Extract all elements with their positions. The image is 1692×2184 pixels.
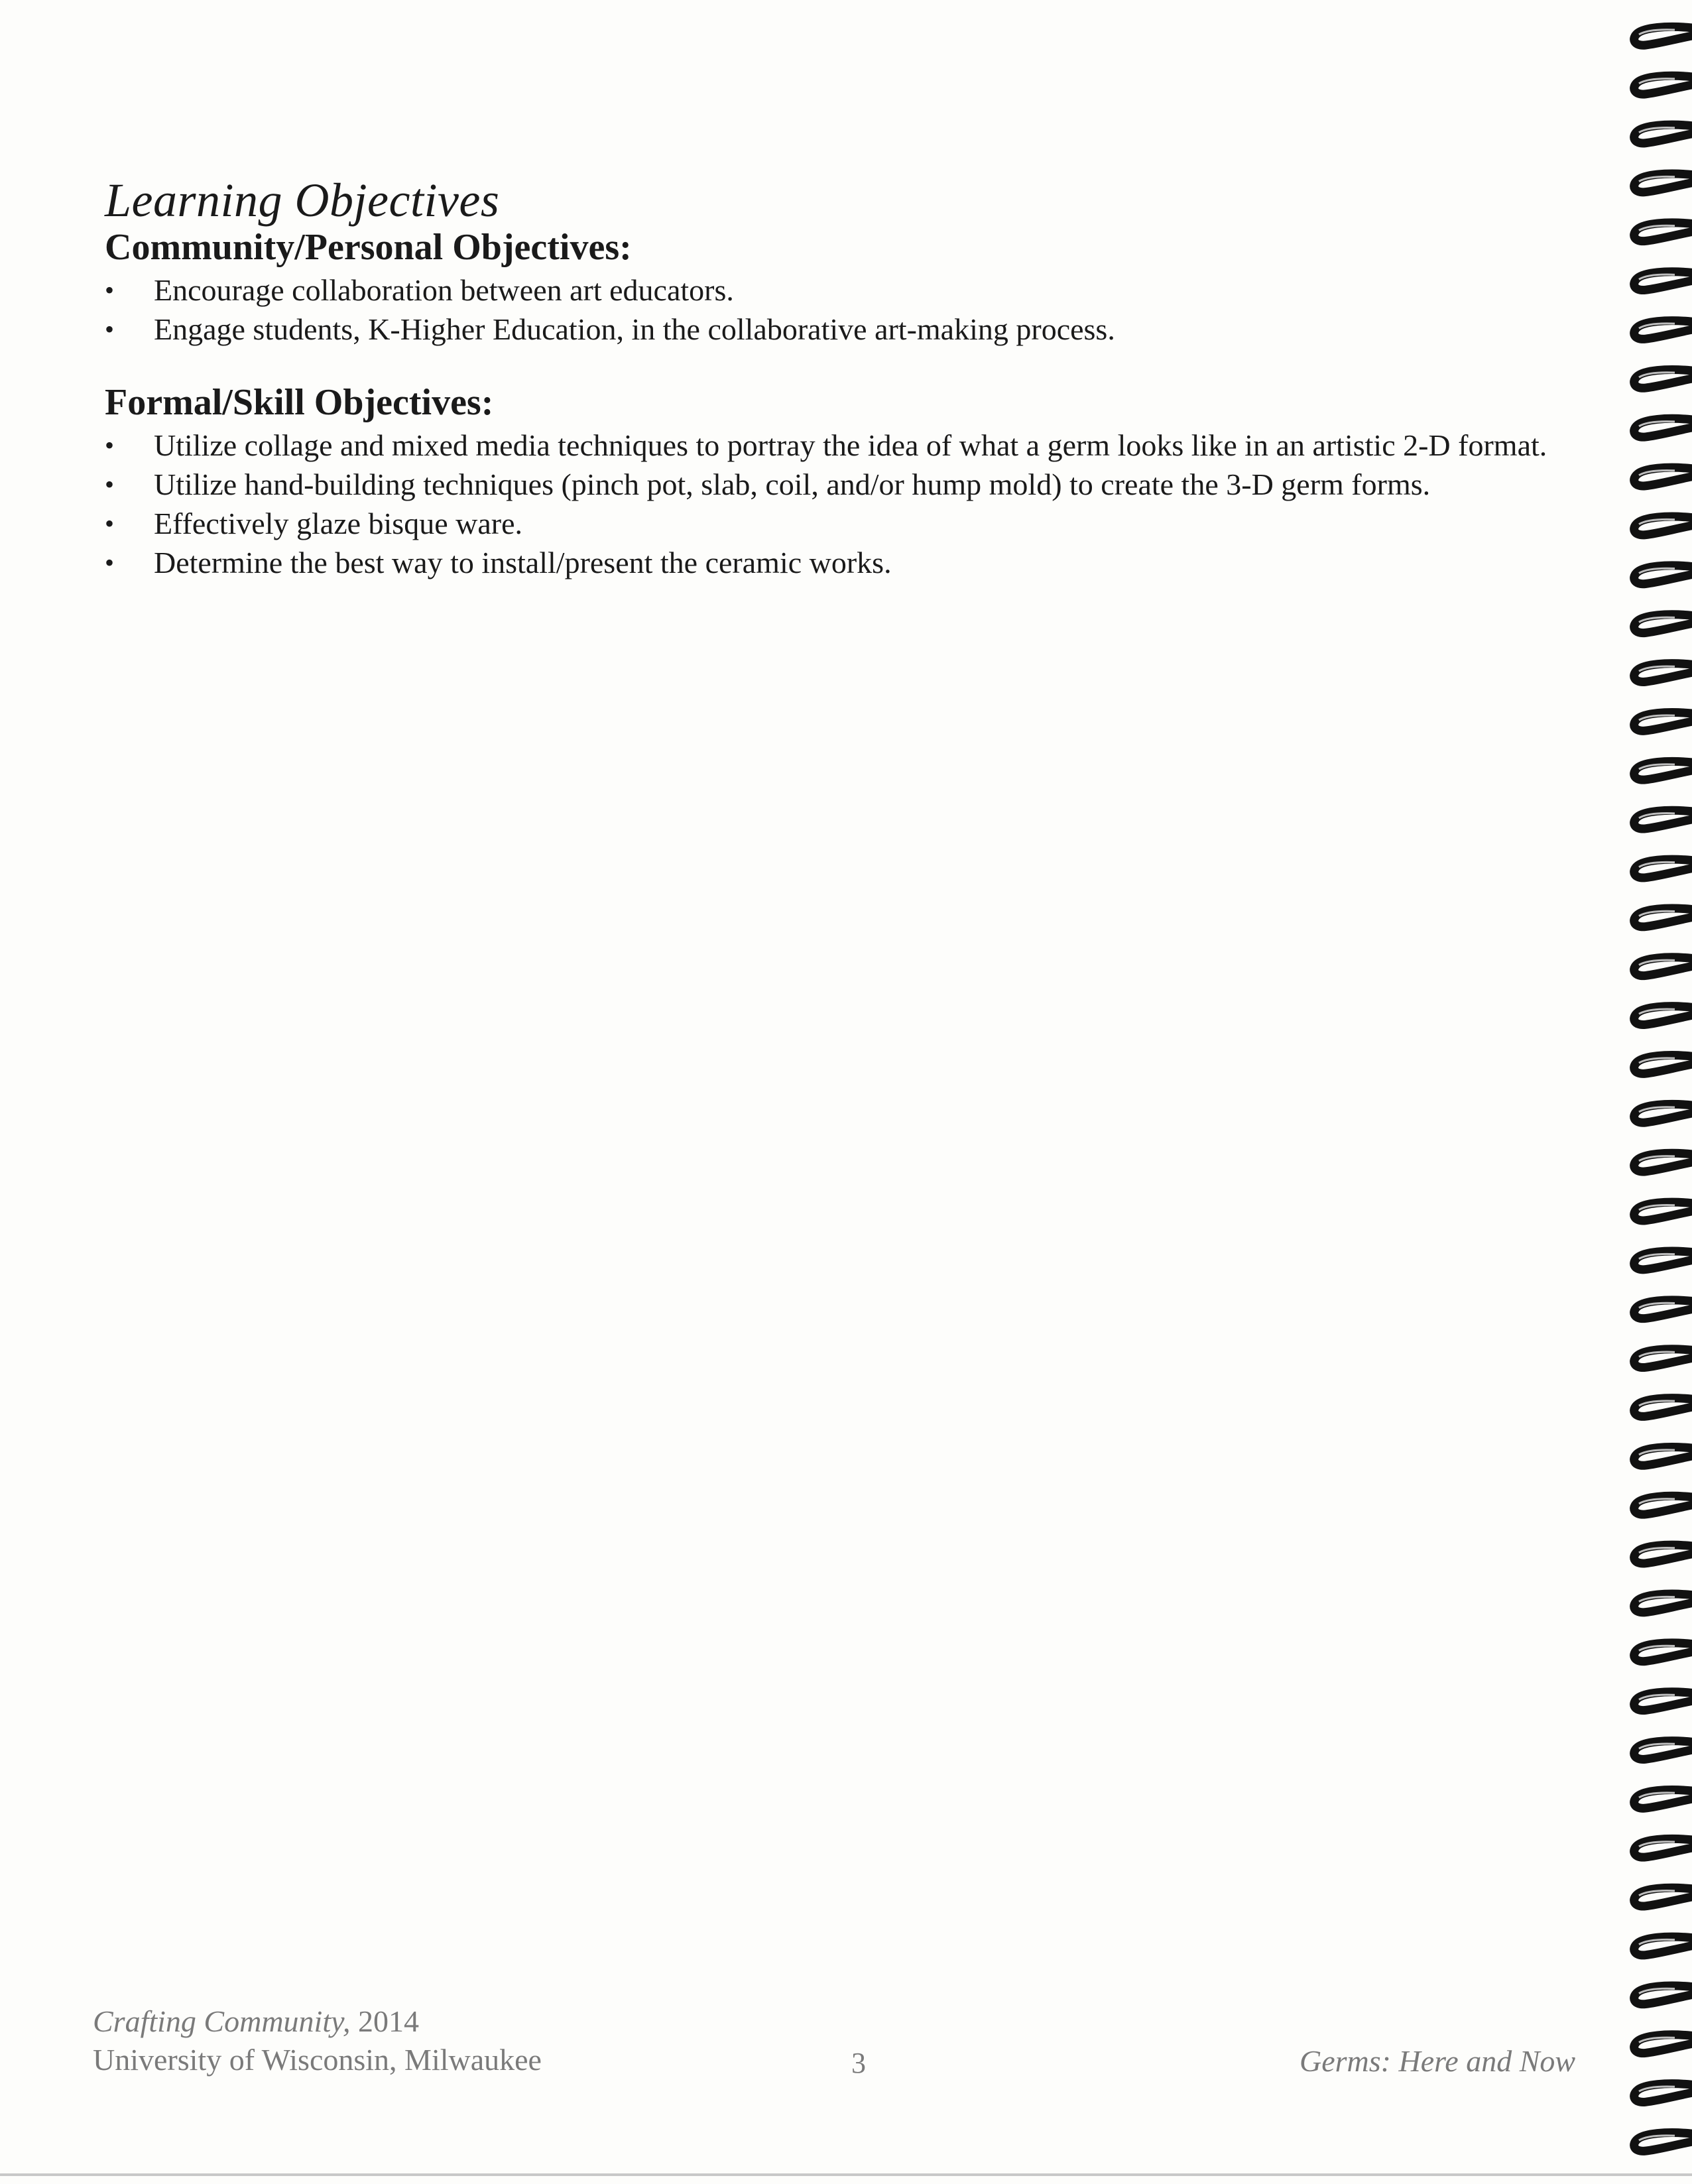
list-item [105,426,1577,465]
spiral-coil-icon [1634,2084,1692,2102]
spiral-coil-icon [1634,1839,1692,1857]
spiral-coil-icon [1634,1986,1692,2004]
spiral-coil-icon [1634,125,1692,143]
spiral-coil-icon [1634,664,1692,682]
spiral-coil-icon [1634,1153,1692,1172]
spiral-coil-icon [1634,1741,1692,1760]
page-edge-divider [0,2173,1692,2176]
page-title: Learning Objectives [105,174,500,227]
spiral-coil-icon [1634,957,1692,976]
spiral-coil-icon [1634,1349,1692,1368]
spiral-coil-icon [1634,2133,1692,2152]
list-item [105,465,1577,504]
list-item [105,271,1577,310]
spiral-coil-icon [1634,761,1692,780]
spiral-coil-icon [1634,223,1692,241]
footer-chapter: Germs: Here and Now [1299,2044,1576,2078]
spiral-coil-icon [1634,272,1692,290]
community-objectives-list [105,271,1577,349]
spiral-coil-icon [1634,859,1692,878]
list-item-text: Utilize collage and mixed media techniques to portray the idea of what a germ looks like in an artistic 2-D format. [154,428,1547,462]
spiral-coil-icon [1634,1300,1692,1319]
spiral-coil-icon [1634,1056,1692,1074]
spiral-coil-icon [1634,1251,1692,1270]
bullet-icon: • [105,548,115,577]
spiral-coil-icon [1634,418,1692,437]
spiral-coil-icon [1634,174,1692,192]
spiral-coil-icon [1634,1888,1692,1906]
list-item-text: Utilize hand-building techniques (pinch pot, slab, coil, and/or hump mold) to create the 3-D germ forms. [154,467,1431,501]
spiral-coil-icon [1634,1545,1692,1563]
list-item [105,310,1577,349]
list-item-text: Effectively glaze bisque ware. [154,507,522,540]
spiral-coil-icon [1634,713,1692,731]
spiral-coil-icon [1634,27,1692,45]
list-item [105,504,1577,543]
spiral-coil-icon [1634,2035,1692,2053]
bullet-icon: • [105,275,115,305]
spiral-coil-icon [1634,1006,1692,1025]
spiral-coil-icon [1634,1202,1692,1221]
spiral-coil-icon [1634,1692,1692,1711]
list-item-text: Encourage collaboration between art educators. [154,273,734,307]
formal-objectives-list [105,426,1577,582]
spiral-coil-icon [1634,1447,1692,1465]
spiral-coil-icon [1634,1643,1692,1662]
list-item-text: Determine the best way to install/present the ceramic works. [154,546,892,579]
section-heading-formal: Formal/Skill Objectives: [105,382,494,423]
list-item [105,543,1577,582]
section-heading-community: Community/Personal Objectives: [105,227,632,268]
spiral-coil-icon [1634,1937,1692,1955]
spiral-coil-icon [1634,369,1692,388]
spiral-coil-icon [1634,76,1692,94]
section-spacer [105,349,1577,382]
bullet-icon: • [105,314,115,344]
spiral-coil-icon [1634,516,1692,535]
list-item-text: Engage students, K-Higher Education, in the collaborative art-making process. [154,312,1115,346]
spiral-coil-icon [1634,1594,1692,1612]
spiral-coil-icon [1634,615,1692,633]
spiral-coil-icon [1634,1398,1692,1417]
bullet-icon: • [105,509,115,538]
spiral-coil-icon [1634,321,1692,339]
bullet-icon: • [105,430,115,460]
spiral-coil-icon [1634,1496,1692,1514]
footer-publication [93,2002,542,2079]
bullet-icon: • [105,469,115,499]
page-body [105,174,1577,582]
page-number: 3 [851,2047,866,2079]
spiral-coil-icon [1634,1104,1692,1122]
spiral-coil-icon [1634,908,1692,927]
spiral-coil-icon [1634,810,1692,829]
footer-year: 2014 [357,2004,419,2038]
footer-institution: University of Wisconsin, Milwaukee [93,2043,542,2077]
footer-publication-title: Crafting Community, [93,2004,351,2038]
spiral-coil-icon [1634,566,1692,584]
spiral-binding-icon [1619,13,1692,2168]
spiral-coil-icon [1634,1790,1692,1809]
spiral-coil-icon [1634,467,1692,486]
